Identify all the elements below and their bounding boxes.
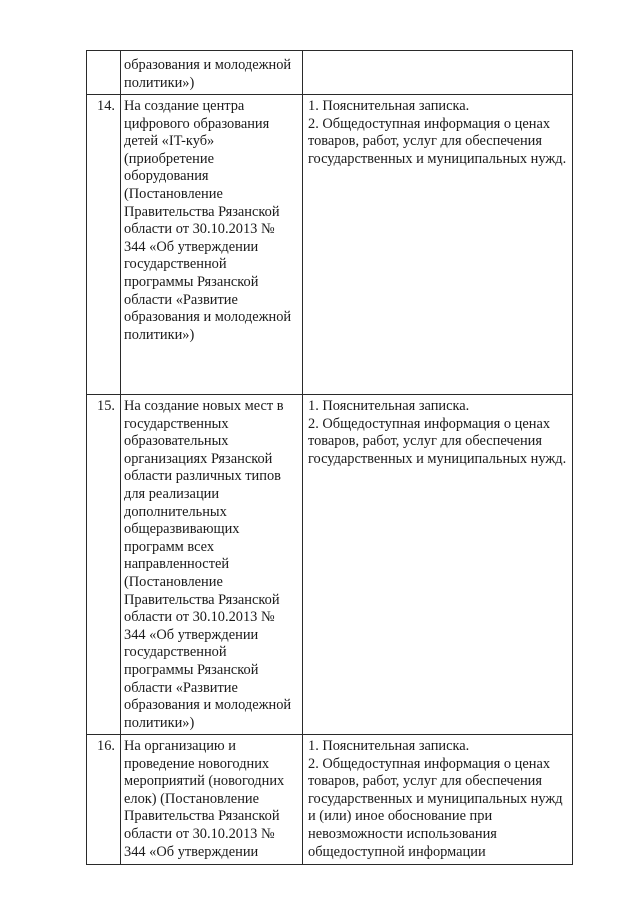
table-row — [87, 51, 573, 95]
documents-table — [86, 50, 573, 865]
row-subject — [121, 95, 303, 395]
row-number: 16. — [87, 735, 121, 865]
row-documents — [303, 95, 573, 395]
table-row — [87, 735, 573, 865]
document-item: 2. Общедоступная информация о ценах товаров, работ, услуг для обеспечения государственных и муниципальных нужд. — [308, 115, 567, 167]
row-number — [87, 51, 121, 95]
row-number: 14. — [87, 95, 121, 395]
document-item: 1. Пояснительная записка. — [308, 98, 470, 114]
table-row — [87, 395, 573, 735]
row-subject — [121, 51, 303, 95]
row-documents — [303, 395, 573, 735]
row-number: 15. — [87, 395, 121, 735]
row-subject — [121, 395, 303, 735]
subject-text: На создание новых мест в государственных образовательных организациях Рязанской области различных типов для реализации дополнительных общеразвивающих программ всех направленностей (Постановление Правительства Рязанской области от 30.10.2013 № 344 «Об утверждении государственной программы Рязанской области «Развитие образования и молодежной политики») — [124, 398, 292, 731]
table-row — [87, 95, 573, 395]
row-documents — [303, 735, 573, 865]
subject-text: образования и молодежной политики») — [124, 57, 292, 91]
document-item: 1. Пояснительная записка. — [308, 738, 470, 754]
document-item: 2. Общедоступная информация о ценах товаров, работ, услуг для обеспечения государственных и муниципальных нужд и (или) иное обоснование при невозможности использования общедоступной информации — [308, 755, 563, 860]
document-item: 1. Пояснительная записка. — [308, 398, 470, 414]
row-documents — [303, 51, 573, 95]
document-item: 2. Общедоступная информация о ценах товаров, работ, услуг для обеспечения государственных и муниципальных нужд. — [308, 415, 567, 467]
subject-text: На создание центра цифрового образования детей «IT-куб» (приобретение оборудования (Постановление Правительства Рязанской области от 30.10.2013 № 344 «Об утверждении государственной программы Рязанской области «Развитие образования и молодежной политики») — [124, 98, 292, 343]
row-subject — [121, 735, 303, 865]
subject-text: На организацию и проведение новогодних мероприятий (новогодних елок) (Постановление Правительства Рязанской области от 30.10.2013 № 344 «Об утверждении — [124, 738, 285, 860]
